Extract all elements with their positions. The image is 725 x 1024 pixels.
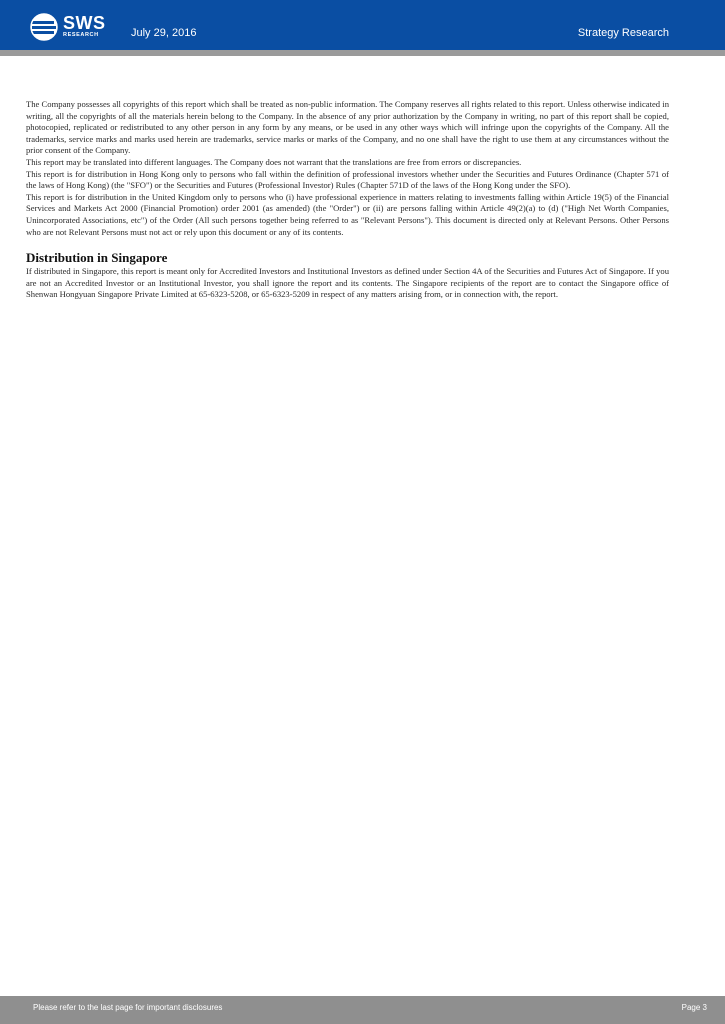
footer-disclaimer: Please refer to the last page for important disclosures xyxy=(33,1003,223,1012)
uk-paragraph: This report is for distribution in the United Kingdom only to persons who (i) have professional experience in matters relating to investments falling within Article 19(5) of the Financial Services and Markets Act 2000 (Financial Promotion) order 2001 (as amended) (the "Order") or (ii) are persons falling within Article 49(2)(a) to (d) ("High Net Worth Companies, Unincorporated Associations, etc") of the Order (All such persons together being referred to as "Relevant Persons"). This document is directed only at Relevant Persons. Other Persons who are not Relevant Persons must not act or rely upon this document or any of its contents. xyxy=(26,191,669,237)
logo-subtext: RESEARCH xyxy=(63,32,99,38)
copyright-paragraph: The Company possesses all copyrights of this report which shall be treated as non-public information. The Company reserves all rights related to this report. Unless otherwise indicated in writing, all the copyrights of all the materials herein belong to the Company. In the absence of any prior authorization by the Company in writing, no part of this report shall be copied, photocopied, replicated or redistributed to any other person in any form by any means, or be used in any other ways which will infringe upon the copyrights of the Company. All the trademarks, service marks and marks used herein are trademarks, service marks or marks of the Company, and no one shall have the right to use them at any circumstances without the prior consent of the Company. xyxy=(26,99,669,156)
section-title-singapore: Distribution in Singapore xyxy=(26,250,168,266)
page-footer xyxy=(0,996,725,1024)
header-divider xyxy=(0,50,725,56)
translation-paragraph: This report may be translated into different languages. The Company does not warrant that the translations are free from errors or discrepancies. xyxy=(26,156,522,167)
sws-logo xyxy=(30,13,108,41)
report-date: July 29, 2016 xyxy=(131,27,197,39)
singapore-paragraph: If distributed in Singapore, this report is meant only for Accredited Investors and Institutional Investors as defined under Section 4A of the Securities and Futures Act of Singapore. If you are not an Accredited Investor or an Institutional Investor, you shall ignore the report and its contents. The Singapore recipients of the report are to contact the Singapore office of Shenwan Hongyuan Singapore Private Limited at 65-6323-5208, or 65-6323-5209 in respect of any matters arising from, or in connection with, the report. xyxy=(26,266,669,300)
logo-text: SWS xyxy=(63,13,106,33)
hong-kong-paragraph: This report is for distribution in Hong Kong only to persons who fall within the definition of professional investors whether under the Securities and Futures Ordinance (Chapter 571 of the laws of Hong Kong) (the "SFO") or the Securities and Futures (Professional Investor) Rules (Chapter 571D of the laws of the Hong Kong under the SFO). xyxy=(26,168,669,191)
report-category: Strategy Research xyxy=(577,27,669,39)
page-header xyxy=(0,0,725,50)
disclosure-body xyxy=(26,99,669,301)
sws-logo-icon xyxy=(30,13,58,41)
page-number: Page 3 xyxy=(681,1003,707,1012)
